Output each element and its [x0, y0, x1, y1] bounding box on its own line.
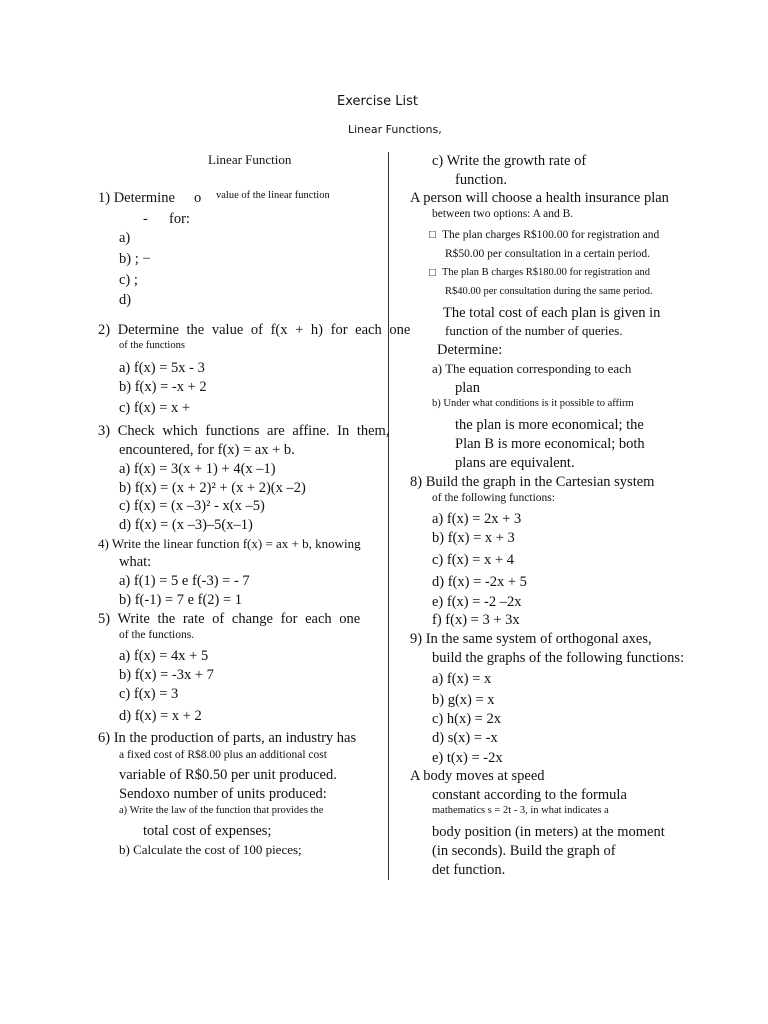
q1-for: for:	[169, 211, 190, 227]
q10-line3: mathematics s = 2t - 3, in what indicates a	[432, 805, 609, 816]
page-title: Exercise List	[337, 94, 418, 109]
rc-c-line1: c) Write the growth rate of	[432, 153, 587, 169]
q1-dash: -	[143, 211, 148, 227]
q7-plan-b-line1: The plan B charges R$180.00 for registration and	[442, 267, 651, 278]
q5-item-a: a) f(x) = 4x + 5	[119, 648, 209, 664]
q9-item-c: c) h(x) = 2x	[432, 711, 501, 727]
q8-line2: of the following functions:	[432, 492, 555, 504]
page-subtitle: Linear Functions,	[348, 123, 442, 136]
rc-c-line2: function.	[455, 172, 507, 188]
q7-total-line1: The total cost of each plan is given in	[443, 305, 661, 321]
q7-plan-a-line1: The plan charges R$100.00 for registration and	[442, 229, 660, 241]
q2-item-c: c) f(x) = x +	[119, 400, 191, 416]
q5-item-b: b) f(x) = -3x + 7	[119, 667, 214, 683]
q5-item-c: c) f(x) = 3	[119, 686, 179, 702]
q7-a-line2: plan	[455, 380, 480, 396]
q7-b-line2: the plan is more economical; the	[455, 417, 644, 433]
q7-determine: Determine:	[437, 342, 503, 358]
q7-line2: between two options: A and B.	[432, 208, 574, 220]
bullet-icon: □	[429, 229, 436, 241]
q10-line6: det function.	[432, 862, 506, 878]
q7-a-line1: a) The equation corresponding to each	[432, 361, 632, 376]
q2-line1: 2) Determine the value of f(x + h) for each one	[98, 322, 411, 338]
q9-item-d: d) s(x) = -x	[432, 730, 498, 746]
q7-b-line4: plans are equivalent.	[455, 455, 575, 471]
q1-text: value of the linear function	[216, 190, 330, 201]
q6-b: b) Calculate the cost of 100 pieces;	[119, 842, 302, 857]
q5-item-d: d) f(x) = x + 2	[119, 708, 202, 724]
q6-a-line1: a) Write the law of the function that provides the	[119, 805, 324, 816]
q9-item-e: e) t(x) = -2x	[432, 750, 503, 766]
q4-line2: what:	[119, 554, 152, 570]
q10-line4: body position (in meters) at the moment	[432, 824, 665, 840]
q3-item-b: b) f(x) = (x + 2)² + (x + 2)(x –2)	[119, 480, 306, 496]
q3-item-a: a) f(x) = 3(x + 1) + 4(x –1)	[119, 461, 276, 477]
q3-line2: encountered, for f(x) = ax + b.	[119, 442, 295, 458]
q8-item-f: f) f(x) = 3 + 3x	[432, 612, 520, 628]
q3-line1: 3) Check which functions are affine. In them,	[98, 423, 390, 439]
q10-line1: A body moves at speed	[410, 768, 545, 784]
q1-prefix: 1) Determine	[98, 190, 175, 206]
bullet-icon: □	[429, 267, 436, 279]
q8-item-b: b) f(x) = x + 3	[432, 530, 515, 546]
q8-item-a: a) f(x) = 2x + 3	[432, 511, 522, 527]
q7-plan-b-line2: R$40.00 per consultation during the same period.	[445, 286, 653, 297]
q6-a-line2: total cost of expenses;	[143, 823, 272, 839]
q9-line2: build the graphs of the following functions:	[432, 650, 685, 666]
q1-o: o	[194, 190, 202, 206]
q9-item-a: a) f(x) = x	[432, 671, 492, 687]
q10-line2: constant according to the formula	[432, 787, 627, 803]
q2-item-b: b) f(x) = -x + 2	[119, 379, 207, 395]
q5-line2: of the functions.	[119, 629, 195, 641]
q3-item-d: d) f(x) = (x –3)–5(x–1)	[119, 517, 253, 533]
q4-line1: 4) Write the linear function f(x) = ax + b, knowing	[98, 536, 361, 551]
q10-line5: (in seconds). Build the graph of	[432, 843, 616, 859]
q7-b-line3: Plan B is more economical; both	[455, 436, 645, 452]
q8-item-c: c) f(x) = x + 4	[432, 552, 514, 568]
q7-total-line2: function of the number of queries.	[445, 323, 623, 338]
q9-line1: 9) In the same system of orthogonal axes,	[410, 631, 652, 647]
q2-item-a: a) f(x) = 5x - 3	[119, 360, 205, 376]
q8-line1: 8) Build the graph in the Cartesian system	[410, 474, 655, 490]
q6-line3: variable of R$0.50 per unit produced.	[119, 767, 337, 783]
q9-item-b: b) g(x) = x	[432, 692, 495, 708]
q4-item-a: a) f(1) = 5 e f(-3) = - 7	[119, 573, 250, 589]
q6-line1: 6) In the production of parts, an industry has	[98, 730, 357, 746]
q1-item-b: b) ; −	[119, 251, 151, 267]
q8-item-e: e) f(x) = -2 –2x	[432, 594, 522, 610]
q1-item-a: a)	[119, 230, 131, 246]
q2-line2: of the functions	[119, 340, 185, 351]
q7-b-line1: b) Under what conditions is it possible to affirm	[432, 398, 634, 409]
q7-plan-a-line2: R$50.00 per consultation in a certain period.	[445, 248, 651, 260]
q4-item-b: b) f(-1) = 7 e f(2) = 1	[119, 592, 243, 608]
q1-item-d: d)	[119, 292, 132, 308]
section-heading: Linear Function	[208, 152, 292, 167]
q5-line1: 5) Write the rate of change for each one	[98, 611, 361, 627]
q1-item-c: c) ;	[119, 272, 138, 288]
q7-line1: A person will choose a health insurance plan	[410, 190, 669, 206]
q3-item-c: c) f(x) = (x –3)² - x(x –5)	[119, 498, 265, 514]
q6-line2: a fixed cost of R$8.00 plus an additional cost	[119, 749, 327, 761]
column-divider	[388, 152, 389, 880]
q8-item-d: d) f(x) = -2x + 5	[432, 574, 527, 590]
q6-line4: Sendoxo number of units produced:	[119, 786, 327, 802]
